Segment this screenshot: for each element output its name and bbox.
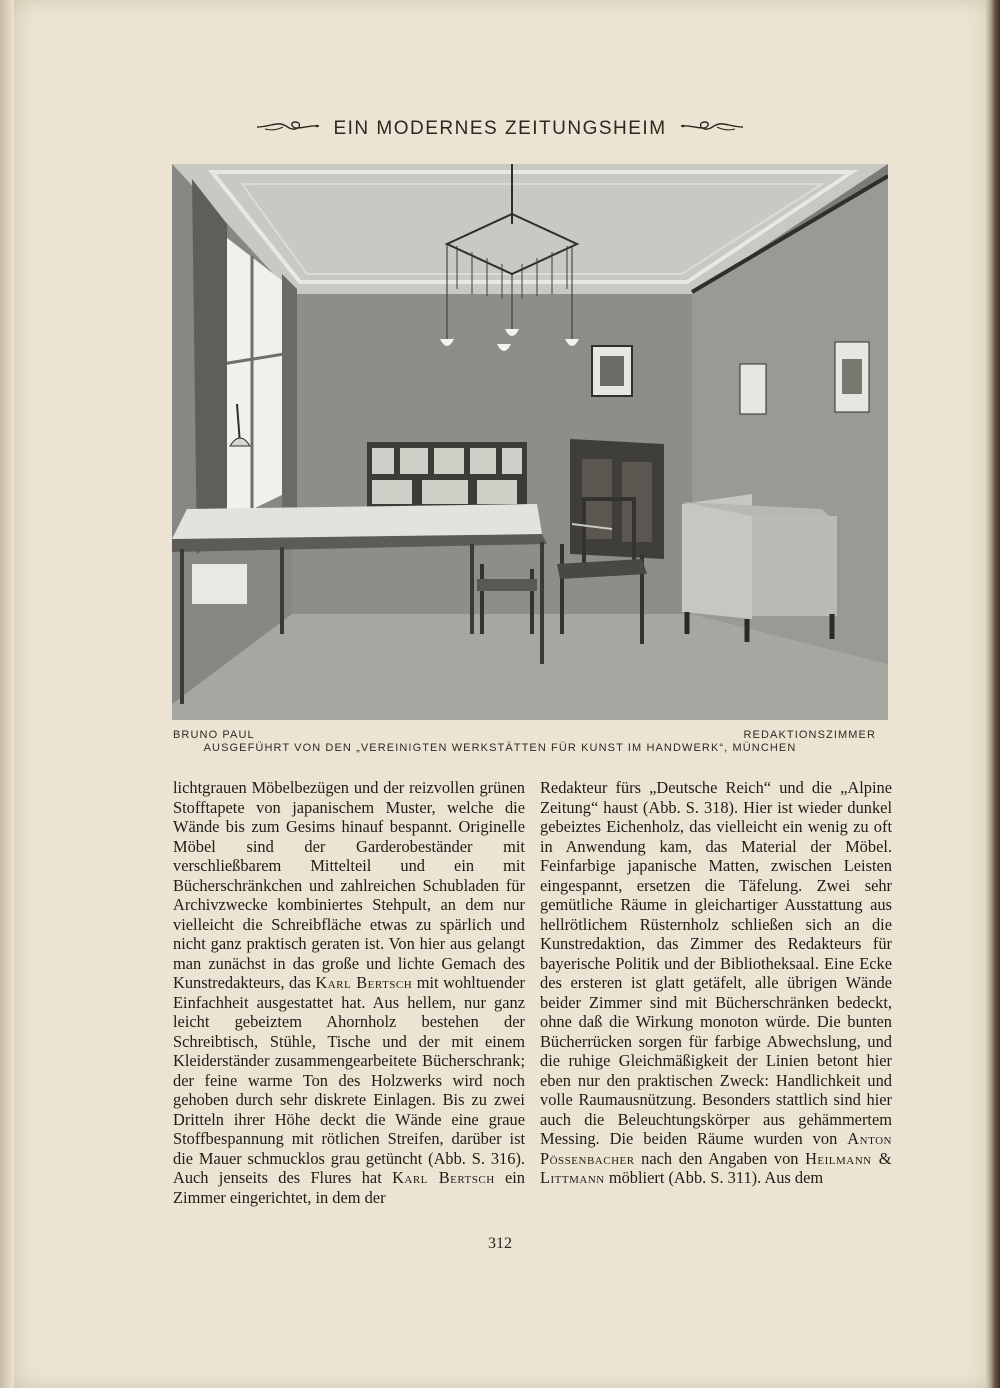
person-name: Anton Pössenbacher — [540, 1129, 892, 1168]
person-name: Heilmann & Littmann — [540, 1148, 892, 1187]
person-name: Karl Bertsch — [315, 973, 413, 992]
paragraph-text: möbliert (Abb. S. 311). Aus dem — [604, 1168, 824, 1187]
page-binding — [0, 0, 14, 1388]
book-edge — [986, 0, 1000, 1388]
paragraph-text: Redakteur fürs „Deutsche Reich“ und die „Alpine Zeitung“ haust (Abb. S. 318). Hier ist wieder dunkel gebeiztes Eichenholz, das vielleicht ein wenig zu oft in Anwendung kam, das Material der Möbel. Feinfarbige japanische Matten, zwischen Leisten eingespannt, ersetzen die Täfelung. Zwei sehr gemütliche Räume in gleichartiger Ausstattung aus hellrötlichem Rüsternholz schließen sich an die Kunstredaktion, das Zimmer des Redakteurs für bayerische Politik und der Bibliotheksaal. Eine Ecke des ersteren ist glatt getäfelt, alle übrigen Wände beider Zimmer sind mit Bücherschränken bedeckt, ohne daß die Wirkung monoton würde. Die bunten Bücherrücken sorgen für farbige Abwechslung, und die ruhige Gleichmäßigkeit der Linien betont hier eben nur den praktischen Zweck: Handlichkeit und volle Raumausnützung. Besonders stattlich sind hier auch die Beleuchtungskörper aus gehämmertem Messing. Die beiden Räume wurden von — [540, 778, 892, 1148]
text-column-left — [173, 778, 525, 1222]
text-column-right — [540, 778, 892, 1222]
scroll-ornament-icon — [255, 118, 321, 140]
paragraph-text: nach den Angaben von — [634, 1148, 806, 1168]
paragraph-text: mit wohltuender Einfachheit ausgestattet hat. Aus hellem, nur ganz leicht gebeiztem Ahornholz bestehen der Schreibtisch, Stühle, Tische und der mit einem Kleiderständer zusammengearbeitete Bücherschrank; der feine warme Ton des Holzwerks wird noch gehoben durch sehr diskrete Einlagen. Bis zu zwei Dritteln ihrer Höhe deckt die Wände eine graue Stoffbespannung mit rötlichen Streifen, darüber ist die Mauer schmucklos grau getüncht (Abb. S. 316). Auch jenseits des Flures hat — [173, 973, 525, 1187]
caption-credit: AUSGEFÜHRT VON DEN „VEREINIGTEN WERKSTÄTTEN FÜR KUNST IM HANDWERK“, MÜNCHEN — [203, 742, 797, 754]
person-name: Karl Bertsch — [392, 1168, 495, 1187]
interior-photograph — [172, 164, 888, 720]
running-header — [0, 118, 1000, 140]
caption-artist: BRUNO PAUL — [173, 729, 255, 741]
caption-room-title: REDAKTIONSZIMMER — [743, 729, 876, 741]
paragraph-text: ein Zimmer eingerichtet, in dem der — [173, 1168, 525, 1207]
scroll-ornament-icon — [679, 118, 745, 140]
page-number: 312 — [488, 1235, 512, 1252]
paragraph-text: lichtgrauen Möbelbezügen und der reizvollen grünen Stofftapete von japanischem Muster, welche die Wände bis zum Gesims hinauf bespannt. Originelle Möbel sind der Garderobeständer mit verschließbarem Mittelteil und ein mit Bücherschränkchen und zahlreichen Schubladen für Archivzwecke kombiniertes Stehpult, an dem nur vielleicht die Schreibfläche etwas zu spärlich und nicht ganz praktisch geraten ist. Von hier aus gelangt man zunächst in das große und lichte Gemach des Kunstredakteurs, das — [173, 778, 525, 992]
page-title: EIN MODERNES ZEITUNGSHEIM — [333, 118, 667, 139]
